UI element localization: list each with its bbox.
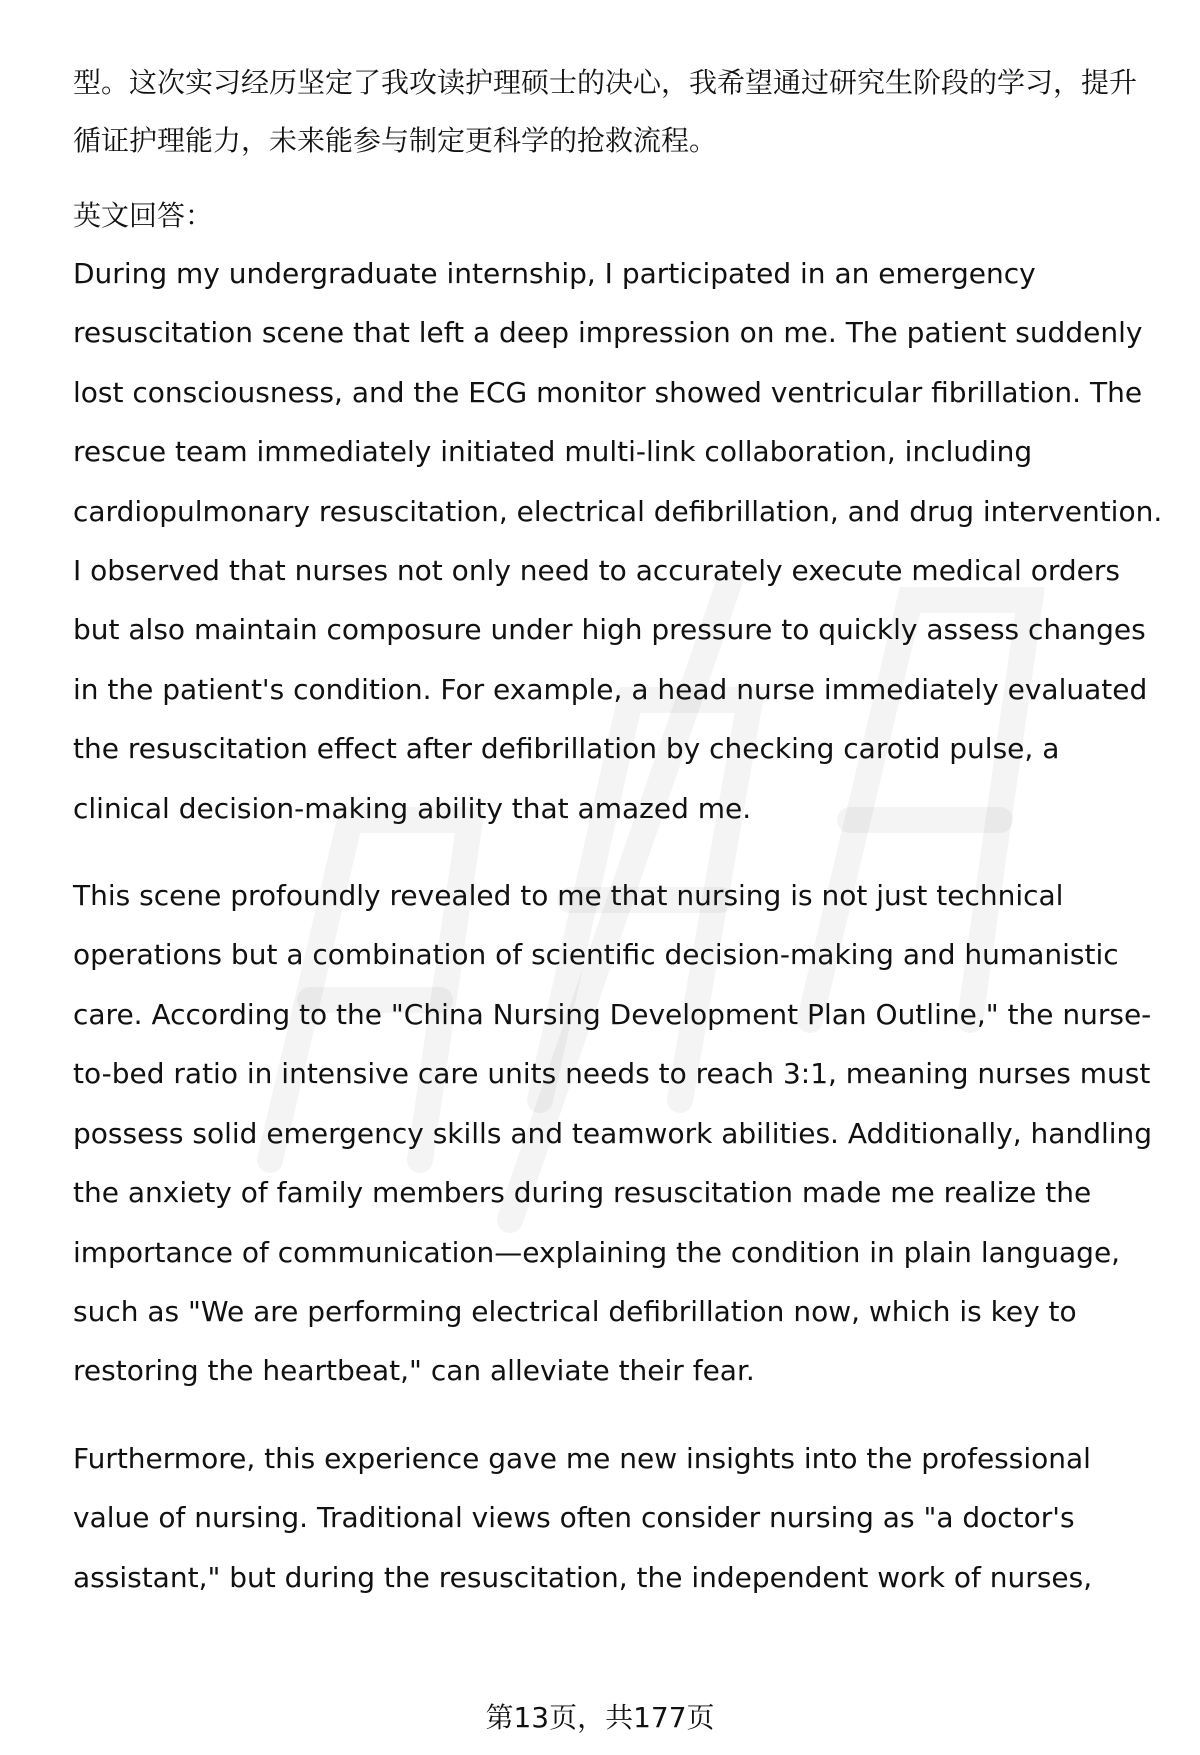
intro-paragraph: 型。这次实习经历坚定了我攻读护理硕士的决心，我希望通过研究生阶段的学习，提升循证护理能力，未来能参与制定更科学的抢救流程。	[73, 66, 1138, 157]
page-number-footer: 第13页，共177页	[485, 1701, 715, 1734]
document-body	[73, 54, 1163, 1607]
english-answer-heading: 英文回答：	[73, 199, 214, 232]
spacer	[73, 838, 1163, 866]
answer-paragraph-2: This scene profoundly revealed to me that nursing is not just technical operations but a combination of scientific decision-making and humanistic care. According to the "China Nursing Development Plan Outline," the nurse-to-bed ratio in intensive care units needs to reach 3:1, meaning nurses must possess solid emergency skills and teamwork abilities. Additionally, handling the anxiety of family members during resuscitation made me realize the importance of communication—explaining the condition in plain language, such as "We are performing electrical defibrillation now, which is key to restoring the heartbeat," can alleviate their fear.	[73, 879, 1153, 1388]
spacer	[73, 170, 1163, 188]
spacer	[73, 1401, 1163, 1429]
answer-paragraph-3: Furthermore, this experience gave me new insights into the professional value of nursing. Traditional views often consider nursing as "a doctor's assistant," but during the resuscitation, the independent work of nurses,	[73, 1441, 1093, 1594]
answer-paragraph-1: During my undergraduate internship, I participated in an emergency resuscitation scene that left a deep impression on me. The patient suddenly lost consciousness, and the ECG monitor showed ventricular fibrillation. The rescue team immediately initiated multi-link collaboration, including cardiopulmonary resuscitation, electrical defibrillation, and drug intervention. I observed that nurses not only need to accurately execute medical orders but also maintain composure under high pressure to quickly assess changes in the patient's condition. For example, a head nurse immediately evaluated the resuscitation effect after defibrillation by checking carotid pulse, a clinical decision-making ability that amazed me.	[73, 257, 1163, 825]
